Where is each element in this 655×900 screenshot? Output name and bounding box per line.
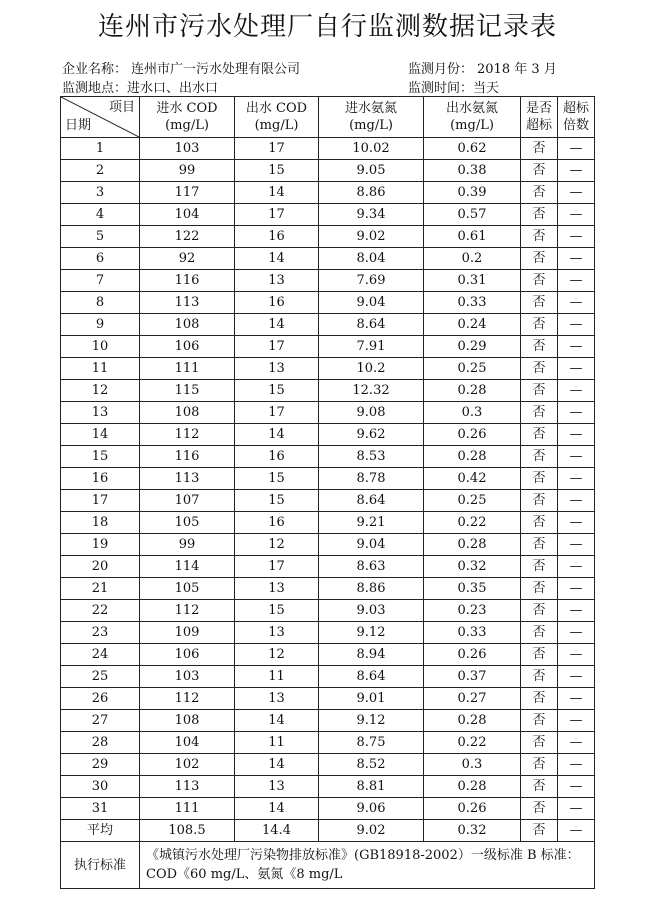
- cell-in-cod: 104: [140, 204, 235, 226]
- cell-multiple: —: [558, 402, 595, 424]
- cell-in-nh: 8.63: [319, 556, 424, 578]
- average-out-cod: 14.4: [235, 820, 319, 842]
- cell-multiple: —: [558, 688, 595, 710]
- cell-out-cod: 17: [235, 556, 319, 578]
- table-row: [61, 358, 595, 380]
- cell-out-cod: 13: [235, 622, 319, 644]
- cell-exceed: 否: [521, 534, 558, 556]
- table-row: [61, 424, 595, 446]
- table-row: [61, 710, 595, 732]
- cell-day: 16: [61, 468, 140, 490]
- cell-in-cod: 107: [140, 490, 235, 512]
- cell-day: 7: [61, 270, 140, 292]
- cell-exceed: 否: [521, 578, 558, 600]
- standard-text: 《城镇污水处理厂污染物排放标准》(GB18918-2002）一级标准 B 标准：COD《60 mg/L、氨氮《8 mg/L: [140, 842, 595, 889]
- cell-in-cod: 105: [140, 512, 235, 534]
- location-info: [62, 77, 218, 96]
- cell-out-nh: 0.29: [424, 336, 521, 358]
- cell-out-nh: 0.26: [424, 424, 521, 446]
- cell-in-cod: 108: [140, 402, 235, 424]
- cell-exceed: 否: [521, 644, 558, 666]
- cell-in-cod: 116: [140, 270, 235, 292]
- cell-day: 23: [61, 622, 140, 644]
- cell-out-nh: 0.24: [424, 314, 521, 336]
- cell-exceed: 否: [521, 358, 558, 380]
- page-title: 连州市污水处理厂自行监测数据记录表: [97, 12, 557, 42]
- cell-multiple: —: [558, 336, 595, 358]
- cell-out-nh: 0.23: [424, 600, 521, 622]
- cell-multiple: —: [558, 424, 595, 446]
- table-row: [61, 468, 595, 490]
- cell-in-cod: 122: [140, 226, 235, 248]
- cell-in-cod: 116: [140, 446, 235, 468]
- cell-multiple: —: [558, 512, 595, 534]
- standard-row: [61, 842, 595, 889]
- cell-out-nh: 0.22: [424, 512, 521, 534]
- cell-exceed: 否: [521, 204, 558, 226]
- cell-in-cod: 103: [140, 666, 235, 688]
- cell-out-nh: 0.2: [424, 248, 521, 270]
- cell-day: 12: [61, 380, 140, 402]
- cell-exceed: 否: [521, 270, 558, 292]
- table-row: [61, 204, 595, 226]
- cell-in-nh: 9.12: [319, 622, 424, 644]
- cell-out-nh: 0.37: [424, 666, 521, 688]
- cell-exceed: 否: [521, 622, 558, 644]
- cell-in-nh: 9.01: [319, 688, 424, 710]
- cell-multiple: —: [558, 798, 595, 820]
- cell-out-nh: 0.28: [424, 446, 521, 468]
- cell-exceed: 否: [521, 248, 558, 270]
- cell-exceed: 否: [521, 138, 558, 160]
- cell-multiple: —: [558, 292, 595, 314]
- cell-out-nh: 0.28: [424, 380, 521, 402]
- cell-day: 11: [61, 358, 140, 380]
- cell-in-cod: 92: [140, 248, 235, 270]
- diagonal-header-cell: [61, 97, 140, 138]
- cell-exceed: 否: [521, 710, 558, 732]
- table-row: [61, 600, 595, 622]
- cell-in-cod: 111: [140, 798, 235, 820]
- cell-in-cod: 106: [140, 336, 235, 358]
- cell-in-nh: 9.21: [319, 512, 424, 534]
- cell-in-cod: 103: [140, 138, 235, 160]
- standard-label: 执行标准: [61, 842, 140, 889]
- table-row: [61, 248, 595, 270]
- table-row: [61, 754, 595, 776]
- cell-out-cod: 15: [235, 468, 319, 490]
- cell-out-cod: 11: [235, 666, 319, 688]
- cell-exceed: 否: [521, 182, 558, 204]
- table-row: [61, 534, 595, 556]
- header-row: [61, 97, 595, 138]
- header-date-label: 日期: [65, 118, 92, 133]
- cell-in-cod: 104: [140, 732, 235, 754]
- table-row: [61, 776, 595, 798]
- cell-day: 20: [61, 556, 140, 578]
- cell-out-nh: 0.28: [424, 710, 521, 732]
- cell-exceed: 否: [521, 160, 558, 182]
- cell-out-nh: 0.28: [424, 776, 521, 798]
- cell-out-nh: 0.25: [424, 490, 521, 512]
- cell-in-nh: 8.78: [319, 468, 424, 490]
- cell-multiple: —: [558, 622, 595, 644]
- cell-out-cod: 13: [235, 358, 319, 380]
- cell-day: 26: [61, 688, 140, 710]
- cell-out-cod: 17: [235, 204, 319, 226]
- cell-day: 28: [61, 732, 140, 754]
- cell-multiple: —: [558, 710, 595, 732]
- cell-out-nh: 0.61: [424, 226, 521, 248]
- time-label: 监测时间：: [408, 81, 474, 96]
- cell-day: 29: [61, 754, 140, 776]
- cell-exceed: 否: [521, 336, 558, 358]
- table-row: [61, 226, 595, 248]
- cell-multiple: —: [558, 556, 595, 578]
- cell-in-cod: 108: [140, 314, 235, 336]
- table-row: [61, 512, 595, 534]
- cell-in-nh: 9.08: [319, 402, 424, 424]
- header-item-label: 项目: [108, 100, 135, 115]
- cell-in-cod: 109: [140, 622, 235, 644]
- company-info: [62, 58, 300, 77]
- header-in-nh-label: 进水氨氮: [344, 101, 397, 116]
- cell-in-nh: 9.05: [319, 160, 424, 182]
- table-row: [61, 732, 595, 754]
- cell-in-cod: 102: [140, 754, 235, 776]
- month-value: 2018 年 3 月: [477, 62, 557, 77]
- average-out-nh: 0.32: [424, 820, 521, 842]
- cell-exceed: 否: [521, 666, 558, 688]
- cell-out-cod: 13: [235, 776, 319, 798]
- cell-in-nh: 8.52: [319, 754, 424, 776]
- cell-multiple: —: [558, 732, 595, 754]
- cell-in-nh: 7.91: [319, 336, 424, 358]
- cell-out-nh: 0.57: [424, 204, 521, 226]
- cell-day: 8: [61, 292, 140, 314]
- table-row: [61, 446, 595, 468]
- cell-out-cod: 15: [235, 600, 319, 622]
- cell-in-cod: 113: [140, 292, 235, 314]
- cell-day: 9: [61, 314, 140, 336]
- cell-day: 31: [61, 798, 140, 820]
- table-row: [61, 666, 595, 688]
- cell-in-nh: 8.86: [319, 182, 424, 204]
- average-in-cod: 108.5: [140, 820, 235, 842]
- table-row: [61, 270, 595, 292]
- cell-out-cod: 15: [235, 160, 319, 182]
- time-value: 当天: [473, 81, 500, 96]
- cell-exceed: 否: [521, 314, 558, 336]
- cell-day: 17: [61, 490, 140, 512]
- cell-day: 30: [61, 776, 140, 798]
- cell-in-nh: 10.02: [319, 138, 424, 160]
- cell-in-cod: 117: [140, 182, 235, 204]
- cell-multiple: —: [558, 314, 595, 336]
- cell-multiple: —: [558, 226, 595, 248]
- cell-out-cod: 16: [235, 446, 319, 468]
- average-row: [61, 820, 595, 842]
- cell-in-nh: 8.86: [319, 578, 424, 600]
- cell-in-cod: 114: [140, 556, 235, 578]
- cell-out-nh: 0.38: [424, 160, 521, 182]
- cell-multiple: —: [558, 138, 595, 160]
- cell-exceed: 否: [521, 402, 558, 424]
- cell-day: 19: [61, 534, 140, 556]
- cell-in-cod: 112: [140, 688, 235, 710]
- cell-multiple: —: [558, 182, 595, 204]
- header-out-nh: [424, 97, 521, 138]
- cell-out-nh: 0.32: [424, 556, 521, 578]
- cell-in-nh: 9.04: [319, 534, 424, 556]
- cell-exceed: 否: [521, 380, 558, 402]
- cell-day: 5: [61, 226, 140, 248]
- cell-out-cod: 14: [235, 754, 319, 776]
- cell-in-cod: 113: [140, 776, 235, 798]
- cell-day: 14: [61, 424, 140, 446]
- table-row: [61, 644, 595, 666]
- cell-multiple: —: [558, 248, 595, 270]
- cell-day: 21: [61, 578, 140, 600]
- cell-out-cod: 14: [235, 424, 319, 446]
- cell-in-nh: 12.32: [319, 380, 424, 402]
- cell-multiple: —: [558, 776, 595, 798]
- cell-exceed: 否: [521, 556, 558, 578]
- cell-out-cod: 16: [235, 292, 319, 314]
- cell-exceed: 否: [521, 490, 558, 512]
- cell-day: 2: [61, 160, 140, 182]
- table-row: [61, 402, 595, 424]
- cell-in-nh: 9.02: [319, 226, 424, 248]
- average-label: 平均: [61, 820, 140, 842]
- cell-out-nh: 0.22: [424, 732, 521, 754]
- header-multiple-label-2: 倍数: [562, 118, 589, 133]
- header-in-cod-unit: (mg/L): [165, 118, 209, 133]
- cell-out-nh: 0.33: [424, 292, 521, 314]
- month-info: [408, 58, 557, 77]
- cell-day: 3: [61, 182, 140, 204]
- cell-out-nh: 0.35: [424, 578, 521, 600]
- time-info: [408, 77, 499, 96]
- table-row: [61, 138, 595, 160]
- table-row: [61, 380, 595, 402]
- cell-out-cod: 17: [235, 336, 319, 358]
- cell-out-nh: 0.25: [424, 358, 521, 380]
- cell-day: 25: [61, 666, 140, 688]
- cell-exceed: 否: [521, 446, 558, 468]
- cell-out-nh: 0.28: [424, 534, 521, 556]
- cell-multiple: —: [558, 358, 595, 380]
- cell-in-nh: 8.81: [319, 776, 424, 798]
- cell-in-cod: 99: [140, 160, 235, 182]
- table-row: [61, 336, 595, 358]
- table-row: [61, 182, 595, 204]
- cell-out-nh: 0.3: [424, 754, 521, 776]
- cell-in-nh: 8.75: [319, 732, 424, 754]
- table-row: [61, 314, 595, 336]
- cell-multiple: —: [558, 600, 595, 622]
- table-row: [61, 490, 595, 512]
- company-value: 连州市广一污水处理有限公司: [131, 62, 301, 77]
- table-row: [61, 556, 595, 578]
- cell-day: 10: [61, 336, 140, 358]
- cell-multiple: —: [558, 160, 595, 182]
- cell-multiple: —: [558, 578, 595, 600]
- cell-out-cod: 11: [235, 732, 319, 754]
- cell-out-cod: 14: [235, 710, 319, 732]
- cell-exceed: 否: [521, 798, 558, 820]
- cell-out-cod: 15: [235, 380, 319, 402]
- cell-exceed: 否: [521, 732, 558, 754]
- cell-out-cod: 12: [235, 534, 319, 556]
- header-exceed-label-2: 超标: [525, 118, 552, 133]
- header-out-nh-label: 出水氨氮: [445, 101, 498, 116]
- cell-multiple: —: [558, 380, 595, 402]
- header-exceed: [521, 97, 558, 138]
- cell-exceed: 否: [521, 226, 558, 248]
- cell-in-cod: 115: [140, 380, 235, 402]
- cell-in-nh: 8.64: [319, 666, 424, 688]
- cell-day: 27: [61, 710, 140, 732]
- cell-out-cod: 17: [235, 138, 319, 160]
- table-row: [61, 160, 595, 182]
- cell-out-cod: 14: [235, 314, 319, 336]
- cell-multiple: —: [558, 490, 595, 512]
- cell-out-nh: 0.42: [424, 468, 521, 490]
- cell-day: 15: [61, 446, 140, 468]
- cell-in-nh: 7.69: [319, 270, 424, 292]
- cell-out-cod: 17: [235, 402, 319, 424]
- cell-exceed: 否: [521, 600, 558, 622]
- location-label: 监测地点：: [62, 81, 128, 96]
- cell-exceed: 否: [521, 776, 558, 798]
- cell-in-cod: 105: [140, 578, 235, 600]
- cell-in-nh: 9.34: [319, 204, 424, 226]
- table-body: [61, 138, 595, 820]
- cell-day: 13: [61, 402, 140, 424]
- cell-out-cod: 13: [235, 578, 319, 600]
- cell-multiple: —: [558, 666, 595, 688]
- cell-out-nh: 0.27: [424, 688, 521, 710]
- header-out-cod-unit: (mg/L): [254, 118, 299, 133]
- cell-out-cod: 15: [235, 490, 319, 512]
- cell-in-nh: 9.62: [319, 424, 424, 446]
- header-in-nh-unit: (mg/L): [349, 118, 393, 133]
- cell-out-cod: 14: [235, 798, 319, 820]
- cell-in-cod: 113: [140, 468, 235, 490]
- cell-in-nh: 9.06: [319, 798, 424, 820]
- cell-out-nh: 0.26: [424, 798, 521, 820]
- cell-out-cod: 16: [235, 226, 319, 248]
- cell-exceed: 否: [521, 424, 558, 446]
- cell-in-nh: 9.12: [319, 710, 424, 732]
- cell-day: 6: [61, 248, 140, 270]
- cell-exceed: 否: [521, 754, 558, 776]
- cell-day: 4: [61, 204, 140, 226]
- cell-exceed: 否: [521, 688, 558, 710]
- monitoring-table: [60, 96, 595, 889]
- table-row: [61, 798, 595, 820]
- header-exceed-label: 是否: [525, 101, 552, 116]
- cell-multiple: —: [558, 270, 595, 292]
- cell-in-nh: 8.64: [319, 314, 424, 336]
- cell-in-cod: 99: [140, 534, 235, 556]
- cell-in-nh: 8.04: [319, 248, 424, 270]
- cell-in-cod: 106: [140, 644, 235, 666]
- cell-exceed: 否: [521, 292, 558, 314]
- header-out-cod-label: 出水 COD: [245, 101, 308, 116]
- header-multiple: [558, 97, 595, 138]
- header-in-cod-label: 进水 COD: [156, 101, 218, 116]
- cell-day: 18: [61, 512, 140, 534]
- cell-out-cod: 14: [235, 182, 319, 204]
- header-out-nh-unit: (mg/L): [450, 118, 494, 133]
- table-row: [61, 622, 595, 644]
- cell-out-nh: 0.62: [424, 138, 521, 160]
- cell-out-cod: 14: [235, 248, 319, 270]
- cell-multiple: —: [558, 204, 595, 226]
- cell-in-nh: 9.03: [319, 600, 424, 622]
- cell-in-nh: 10.2: [319, 358, 424, 380]
- average-in-nh: 9.02: [319, 820, 424, 842]
- cell-in-nh: 9.04: [319, 292, 424, 314]
- month-label: 监测月份：: [408, 62, 474, 77]
- cell-multiple: —: [558, 468, 595, 490]
- location-value: 进水口、出水口: [127, 81, 219, 96]
- cell-out-nh: 0.33: [424, 622, 521, 644]
- average-multiple: —: [558, 820, 595, 842]
- cell-multiple: —: [558, 644, 595, 666]
- header-out-cod: [235, 97, 319, 138]
- cell-out-cod: 13: [235, 688, 319, 710]
- cell-day: 1: [61, 138, 140, 160]
- cell-in-cod: 108: [140, 710, 235, 732]
- company-label: 企业名称：: [62, 62, 128, 77]
- cell-out-nh: 0.39: [424, 182, 521, 204]
- table-footer: [61, 820, 595, 889]
- cell-multiple: —: [558, 754, 595, 776]
- header-multiple-label: 超标: [562, 101, 589, 116]
- cell-exceed: 否: [521, 468, 558, 490]
- cell-out-nh: 0.31: [424, 270, 521, 292]
- cell-exceed: 否: [521, 512, 558, 534]
- cell-out-cod: 12: [235, 644, 319, 666]
- cell-in-cod: 111: [140, 358, 235, 380]
- cell-multiple: —: [558, 534, 595, 556]
- cell-out-nh: 0.26: [424, 644, 521, 666]
- table-row: [61, 292, 595, 314]
- cell-in-nh: 8.94: [319, 644, 424, 666]
- cell-in-cod: 112: [140, 424, 235, 446]
- cell-day: 22: [61, 600, 140, 622]
- cell-out-cod: 16: [235, 512, 319, 534]
- cell-multiple: —: [558, 446, 595, 468]
- cell-out-cod: 13: [235, 270, 319, 292]
- cell-in-nh: 8.53: [319, 446, 424, 468]
- table-row: [61, 578, 595, 600]
- header-in-cod: [140, 97, 235, 138]
- cell-in-nh: 8.64: [319, 490, 424, 512]
- cell-in-cod: 112: [140, 600, 235, 622]
- table-row: [61, 688, 595, 710]
- average-exceed: 否: [521, 820, 558, 842]
- cell-day: 24: [61, 644, 140, 666]
- header-in-nh: [319, 97, 424, 138]
- cell-out-nh: 0.3: [424, 402, 521, 424]
